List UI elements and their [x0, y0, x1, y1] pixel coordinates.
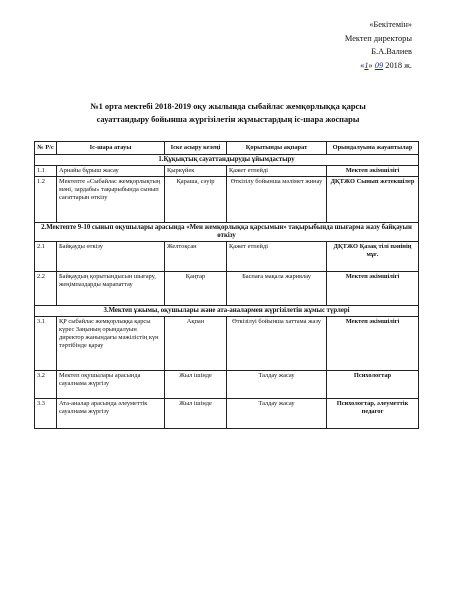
- title-line-2: сауаттандыру бойынша жүргізілетін жұмыстардың іс-шара жоспары: [96, 114, 360, 124]
- director-name: Б.А.Валиев: [371, 47, 412, 56]
- table-row: [35, 371, 419, 399]
- row-owner: Психологтар, әлеуметтік педагог: [327, 399, 419, 429]
- section-title: 1.Құқықтық сауаттандыруды ұйымдастыру: [35, 155, 419, 166]
- row-owner: Мектеп әкімшілігі: [327, 272, 419, 306]
- row-owner: Мектеп әкімшілігі: [327, 166, 419, 177]
- row-result: Баспаға мақала жариялау: [227, 272, 327, 306]
- row-period: Ақпан: [165, 317, 227, 371]
- table-row: [35, 317, 419, 371]
- row-num: 2.2: [35, 272, 57, 306]
- header-period: Іске асыру кезеңі: [165, 142, 227, 155]
- row-result: Талдау жасау: [227, 371, 327, 399]
- row-name: Ата-аналар арасында әлеуметтік сауалнама жүргізу: [57, 399, 165, 429]
- title-line-1: №1 орта мектебі 2018-2019 оқу жылында сыбайлас жемқорлыққа қарсы: [90, 102, 366, 111]
- row-period: Қараша, сәуір: [165, 177, 227, 223]
- row-num: 1.2: [35, 177, 57, 223]
- row-num: 3.1: [35, 317, 57, 371]
- row-owner: Психологтар: [327, 371, 419, 399]
- row-result: Өткізілуі бойынша хаттама жазу: [227, 317, 327, 371]
- header-owner: Орындалуына жауаптылар: [327, 142, 419, 155]
- table-row: [35, 242, 419, 272]
- row-result: Қажет етпейді: [227, 242, 327, 272]
- row-name: Мектеп оқушылары арасында сауалнама жүргізу: [57, 371, 165, 399]
- row-name: Байқаудың қорытындысын шығару, жеңімпаздарды марапаттау: [57, 272, 165, 306]
- date-month: 09: [374, 60, 384, 70]
- row-num: 2.1: [35, 242, 57, 272]
- row-result: Талдау жасау: [227, 399, 327, 429]
- row-period: Желтоқсан: [165, 242, 227, 272]
- header-name: Іс-шара атауы: [57, 142, 165, 155]
- row-period: Қыркүйек: [165, 166, 227, 177]
- row-owner: Мектеп әкімшілігі: [327, 317, 419, 371]
- row-result: Қажет етпейді: [227, 166, 327, 177]
- date-year: 2018 ж.: [385, 60, 412, 70]
- director-position: Мектеп директоры: [344, 33, 412, 43]
- plan-table: [34, 141, 419, 429]
- date-day: 1: [364, 60, 369, 70]
- row-owner: ДҚТЖО Қазақ тілі пәнінің мұғ.: [327, 242, 419, 272]
- approval-heading: «Бекітемін»: [369, 20, 412, 29]
- date-open-quote: «: [360, 60, 365, 70]
- row-result: Өткізілу бойынша мәлімет жинау: [227, 177, 327, 223]
- table-header-row: [35, 142, 419, 155]
- section-row: [35, 223, 419, 242]
- document-title: [38, 101, 418, 126]
- table-row: [35, 272, 419, 306]
- row-num: 3.3: [35, 399, 57, 429]
- approval-block: [252, 18, 412, 72]
- section-title: 2.Мектепте 9-10 сынып оқушылары арасында «Мен жемқорлыққа қарсымын» тақырыбында шығарма жазу байқауын өткізу: [35, 223, 419, 242]
- header-num: № Р/с: [35, 142, 57, 155]
- row-num: 1.1: [35, 166, 57, 177]
- row-name: ҚР сыбайлас жемқорлыққа қарсы күрес Заңының орындалуын директор жанындағы мәжілістің күн тәртібінде қарау: [57, 317, 165, 371]
- row-period: Жыл ішінде: [165, 371, 227, 399]
- row-period: Жыл ішінде: [165, 399, 227, 429]
- header-result: Қорытынды ақпарат: [227, 142, 327, 155]
- section-row: [35, 306, 419, 317]
- row-num: 3.2: [35, 371, 57, 399]
- row-owner: ДҚТЖО Сынып жетекшілер: [327, 177, 419, 223]
- section-row: [35, 155, 419, 166]
- row-name: Мектепте «Сыбайлас жемқорлықтың мәні, зардабы» тақырыбында сынып сағаттарын өткізу: [57, 177, 165, 223]
- table-row: [35, 166, 419, 177]
- row-name: Арнайы бұрыш жасау: [57, 166, 165, 177]
- row-period: Қаңтар: [165, 272, 227, 306]
- table-row: [35, 399, 419, 429]
- date-close-quote: »: [368, 60, 373, 70]
- row-name: Байқауды өткізу: [57, 242, 165, 272]
- table-row: [35, 177, 419, 223]
- approval-date: [252, 59, 412, 73]
- section-title: 3.Мектеп ұжымы, оқушылары және ата-аналармен жүргізілетін жұмыс түрлері: [35, 306, 419, 317]
